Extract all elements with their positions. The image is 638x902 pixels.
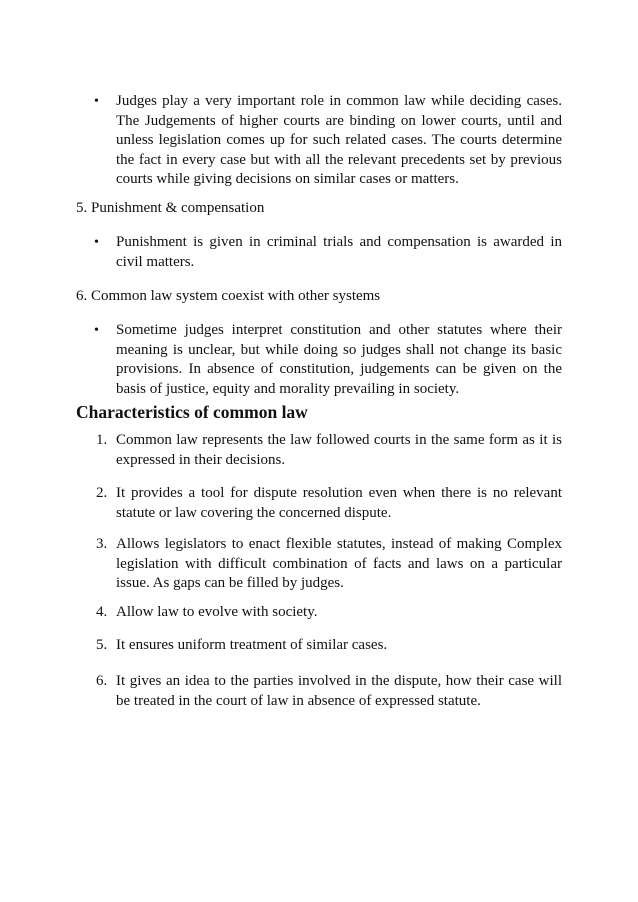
bullet-item-judges-role — [94, 92, 562, 190]
bullet-item-interpretation — [94, 321, 562, 399]
section-title: Characteristics of common law — [76, 402, 308, 422]
characteristic-item-5 — [96, 636, 562, 656]
item-number: 1. — [96, 432, 108, 448]
item-number: 6. — [96, 673, 108, 689]
heading-punishment-compensation: 5. Punishment & compensation — [76, 200, 265, 216]
bullet-symbol: • — [94, 235, 99, 250]
item-number: 5. — [96, 637, 108, 653]
item-text: Common law represents the law followed courts in the same form as it is expressed in their decisions. — [116, 432, 562, 468]
item-text: Allows legislators to enact flexible statutes, instead of making Complex legislation with difficult combination of facts and laws on a particular issue. As gaps can be filled by judges. — [116, 536, 562, 591]
item-text: Allow law to evolve with society. — [116, 604, 318, 620]
item-number: 4. — [96, 604, 108, 620]
characteristic-item-1 — [96, 431, 562, 470]
item-text: It ensures uniform treatment of similar cases. — [116, 637, 388, 653]
item-text: It gives an idea to the parties involved in the dispute, how their case will be treated in the court of law in absence of expressed statute. — [116, 673, 562, 709]
characteristic-item-3 — [96, 535, 562, 594]
characteristic-item-2 — [96, 484, 562, 523]
bullet-symbol: • — [94, 323, 99, 338]
heading-coexist-systems: 6. Common law system coexist with other systems — [76, 288, 381, 304]
item-number: 2. — [96, 485, 108, 501]
characteristic-item-6 — [96, 672, 562, 711]
item-text: It provides a tool for dispute resolution even when there is no relevant statute or law covering the concerned dispute. — [116, 485, 562, 521]
item-number: 3. — [96, 536, 108, 552]
characteristic-item-4 — [96, 603, 562, 623]
bullet-item-punishment — [94, 233, 562, 272]
bullet-text: Sometime judges interpret constitution and other statutes where their meaning is unclear, but while doing so judges shall not change its basic provisions. In absence of constitution, judgements can be given on the basis of justice, equity and morality prevailing in society. — [116, 322, 562, 397]
bullet-text: Punishment is given in criminal trials and compensation is awarded in civil matters. — [116, 234, 562, 270]
bullet-symbol: • — [94, 94, 99, 109]
bullet-text: Judges play a very important role in common law while deciding cases. The Judgements of higher courts are binding on lower courts, until and unless legislation comes up for such related cases. The courts determine the fact in every case but with all the relevant precedents set by previous courts while giving decisions on similar cases or matters. — [116, 93, 562, 187]
